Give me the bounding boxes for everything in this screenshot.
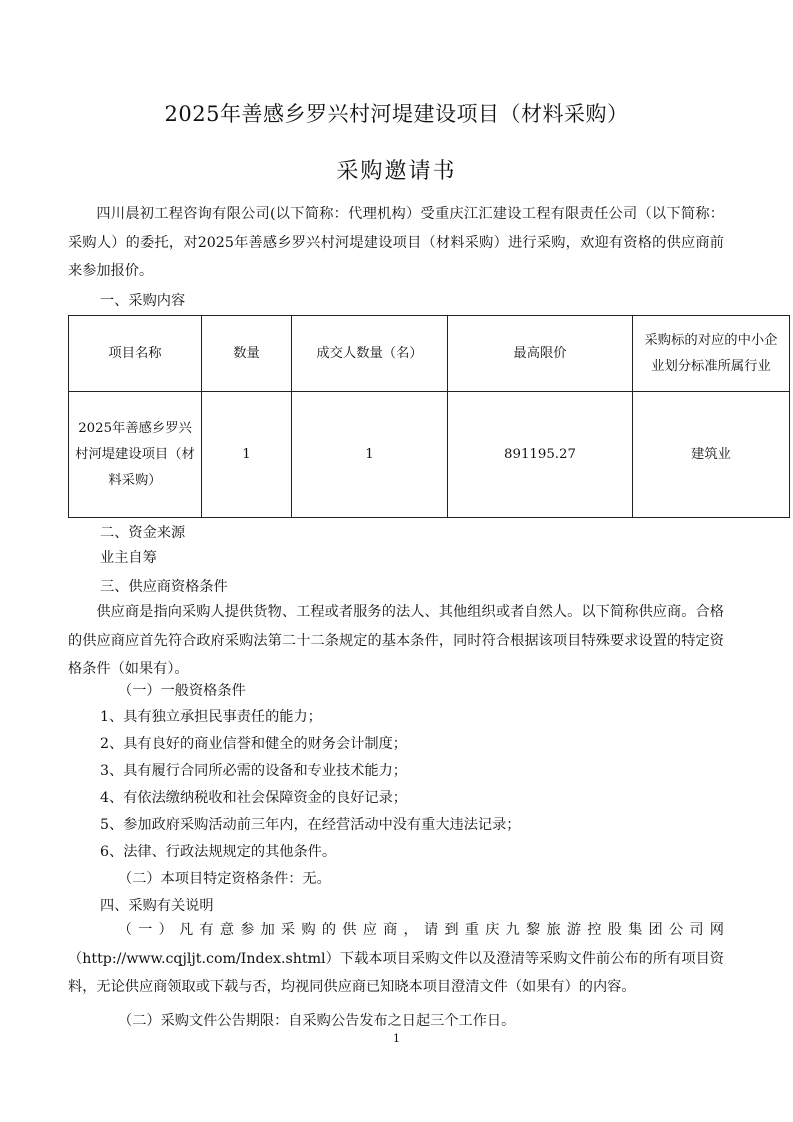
procurement-table bbox=[68, 315, 790, 518]
condition-item: 6、法律、行政法规规定的其他条件。 bbox=[100, 844, 337, 860]
table-header-row bbox=[69, 316, 790, 392]
funding-text: 业主自筹 bbox=[100, 550, 157, 566]
cell-project-name: 2025年善感乡罗兴村河堤建设项目（材料采购） bbox=[69, 392, 202, 518]
instructions-paragraph-1: （一）凡有意参加采购的供应商，请到重庆九黎旅游控股集团公司网（http://www.cqjljt.com/Index.shtml）下载本项目采购文件以及澄清等采购文件前公布的所有项目资料，无论供应商领取或下载与否，均视同供应商已知晓本项目澄清文件（如果有）的内容。 bbox=[68, 922, 724, 995]
condition-item: 3、具有履行合同所必需的设备和专业技术能力； bbox=[100, 763, 407, 779]
header-max-price: 最高限价 bbox=[448, 316, 633, 392]
condition-item: 1、具有独立承担民事责任的能力； bbox=[100, 709, 322, 725]
general-qualifications-heading: （一）一般资格条件 bbox=[118, 683, 246, 699]
header-project-name: 项目名称 bbox=[69, 316, 202, 392]
page-number: 1 bbox=[393, 1032, 400, 1045]
header-industry: 采购标的对应的中小企业划分标准所属行业 bbox=[633, 316, 790, 392]
cell-winner-count: 1 bbox=[292, 392, 448, 518]
condition-item: 2、具有良好的商业信誉和健全的财务会计制度； bbox=[100, 736, 407, 752]
document-title: 2025年善感乡罗兴村河堤建设项目（材料采购） bbox=[164, 102, 629, 126]
document-subtitle: 采购邀请书 bbox=[336, 159, 457, 184]
instructions-paragraph-2: （二）采购文件公告期限：自采购公告发布之日起三个工作日。 bbox=[118, 1013, 516, 1029]
cell-industry: 建筑业 bbox=[633, 392, 790, 518]
header-winner-count: 成交人数量（名） bbox=[292, 316, 448, 392]
section-heading-qualifications: 三、供应商资格条件 bbox=[100, 579, 228, 595]
section-heading-procurement-content: 一、采购内容 bbox=[100, 293, 186, 309]
section-heading-instructions: 四、采购有关说明 bbox=[100, 898, 214, 914]
intro-paragraph: 四川晨初工程咨询有限公司(以下简称：代理机构）受重庆江汇建设工程有限责任公司（以下简称：采购人）的委托，对2025年善感乡罗兴村河堤建设项目（材料采购）进行采购，欢迎有资格的供应商前来参加报价。 bbox=[68, 206, 724, 279]
section-heading-funding: 二、资金来源 bbox=[100, 525, 186, 541]
special-qualifications: （二）本项目特定资格条件：无。 bbox=[118, 871, 331, 887]
header-quantity: 数量 bbox=[202, 316, 292, 392]
qualifications-paragraph: 供应商是指向采购人提供货物、工程或者服务的法人、其他组织或者自然人。以下简称供应商。合格的供应商应首先符合政府采购法第二十二条规定的基本条件，同时符合根据该项目特殊要求设置的特定资格条件（如果有）。 bbox=[68, 604, 724, 677]
condition-item: 5、参加政府采购活动前三年内，在经营活动中没有重大违法记录； bbox=[100, 817, 521, 833]
table-row bbox=[69, 392, 790, 518]
cell-max-price: 891195.27 bbox=[448, 392, 633, 518]
condition-item: 4、有依法缴纳税收和社会保障资金的良好记录； bbox=[100, 790, 407, 806]
cell-quantity: 1 bbox=[202, 392, 292, 518]
